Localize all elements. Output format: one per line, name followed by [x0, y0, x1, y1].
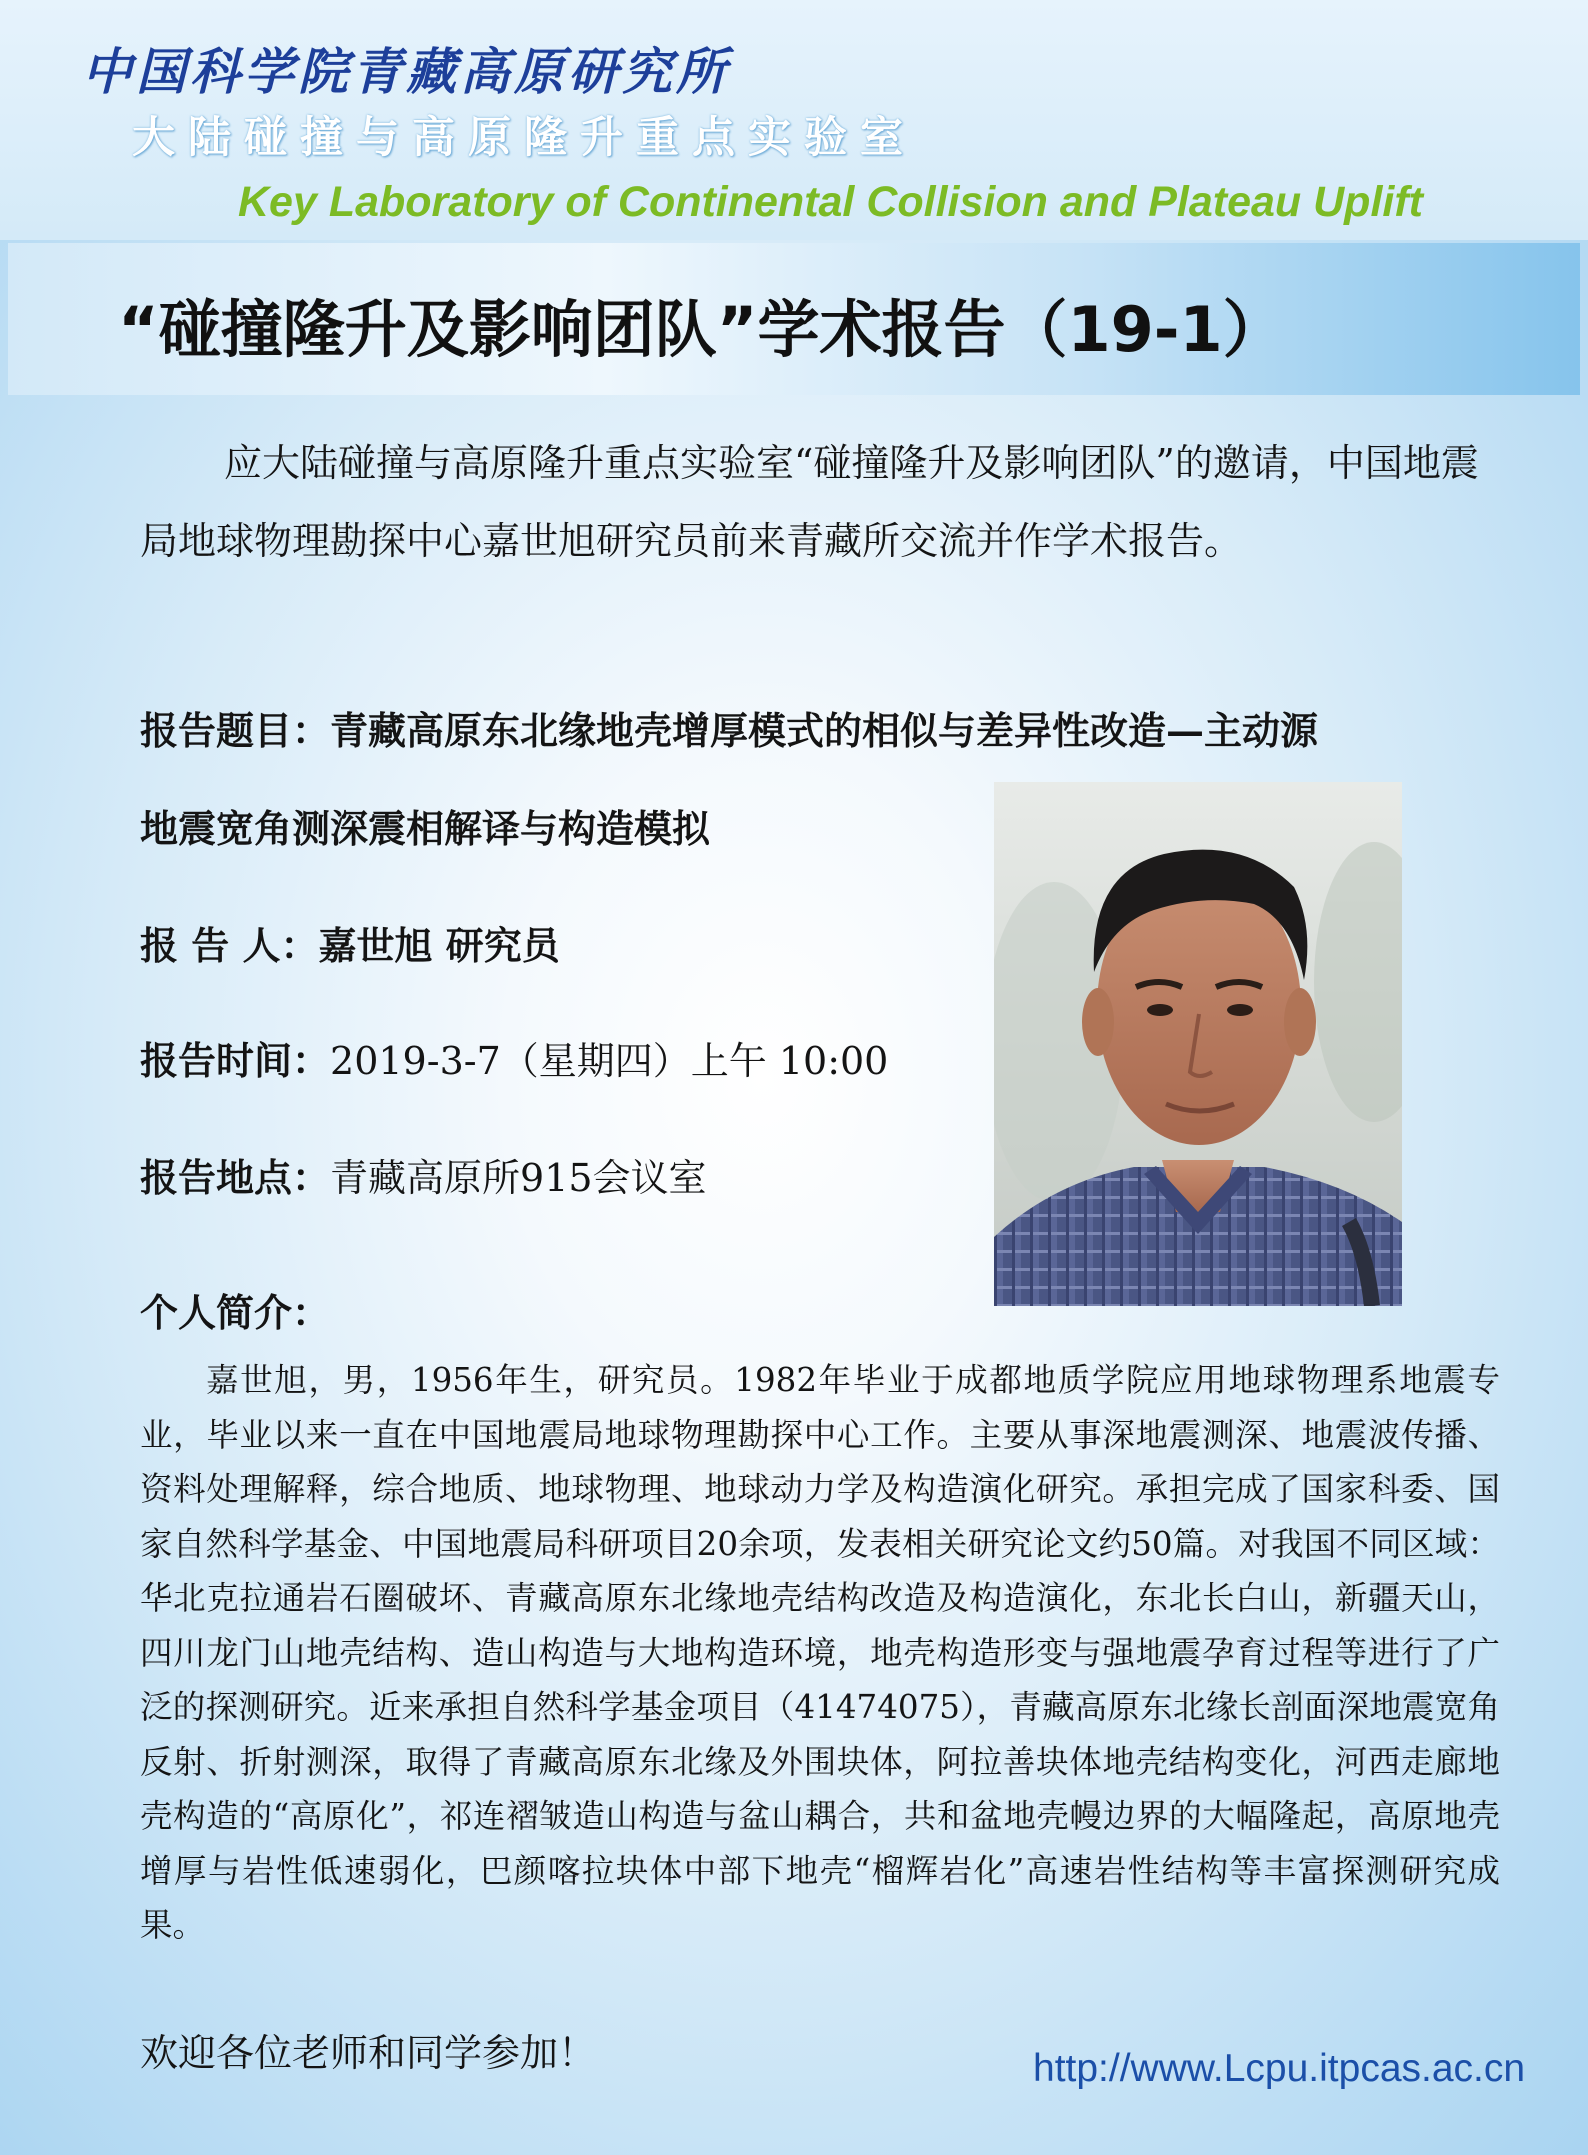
- time-label: 报告时间：: [140, 1038, 331, 1083]
- bio-label: 个人简介：: [140, 1290, 331, 1335]
- welcome-message: 欢迎各位老师和同学参加！: [140, 2031, 597, 2075]
- speaker-row: [140, 915, 560, 970]
- speaker-photo: [994, 782, 1402, 1306]
- topic-line2: 地震宽角测深震相解译与构造模拟: [140, 806, 711, 851]
- lab-name-en: Key Laboratory of Continental Collision and Plateau Uplift: [238, 178, 1423, 226]
- place-row: [140, 1147, 707, 1202]
- time-value: 2019-3-7（星期四）上午 10:00: [330, 1039, 889, 1083]
- bio-paragraph: 嘉世旭，男，1956年生，研究员。1982年毕业于成都地质学院应用地球物理系地震专业，毕业以来一直在中国地震局地球物理勘探中心工作。主要从事深地震测深、地震波传播、资料处理解释，综合地质、地球物理、地球动力学及构造演化研究。承担完成了国家科委、国家自然科学基金、中国地震局科研项目20余项，发表相关研究论文约50篇。对我国不同区域：华北克拉通岩石圈破坏、青藏高原东北缘地壳结构改造及构造演化，东北长白山，新疆天山，四川龙门山地壳结构、造山构造与大地构造环境，地壳构造形变与强地震孕育过程等进行了广泛的探测研究。近来承担自然科学基金项目（41474075），青藏高原东北缘长剖面深地震宽角反射、折射测深，取得了青藏高原东北缘及外围块体，阿拉善块体地壳结构变化，河西走廊地壳构造的“高原化”，祁连褶皱造山构造与盆山耦合，共和盆地壳幔边界的大幅隆起，高原地壳增厚与岩性低速弱化，巴颜喀拉块体中部下地壳“榴辉岩化”高速岩性结构等丰富探测研究成果。: [140, 1361, 1500, 1944]
- speaker-value: 嘉世旭 研究员: [318, 923, 560, 968]
- topic-line1: 青藏高原东北缘地壳增厚模式的相似与差异性改造—主动源: [330, 708, 1319, 753]
- place-value: 青藏高原所915会议室: [330, 1156, 707, 1200]
- topic-row: [140, 700, 1318, 755]
- time-row: [140, 1030, 888, 1085]
- portrait-illustration: [994, 782, 1402, 1306]
- institute-name: 中国科学院青藏高原研究所: [82, 42, 730, 101]
- place-label: 报告地点：: [140, 1155, 331, 1200]
- speaker-label: 报 告 人：: [140, 923, 319, 968]
- report-title: “碰撞隆升及影响团队”学术报告（19-1）: [118, 293, 1285, 366]
- lab-name-cn: 大陆碰撞与高原隆升重点实验室: [132, 113, 916, 163]
- website-url: http://www.Lcpu.itpcas.ac.cn: [1033, 2047, 1526, 2090]
- intro-paragraph: 应大陆碰撞与高原隆升重点实验室“碰撞隆升及影响团队”的邀请，中国地震局地球物理勘探中心嘉世旭研究员前来青藏所交流并作学术报告。: [140, 441, 1479, 563]
- topic-label: 报告题目：: [140, 708, 331, 753]
